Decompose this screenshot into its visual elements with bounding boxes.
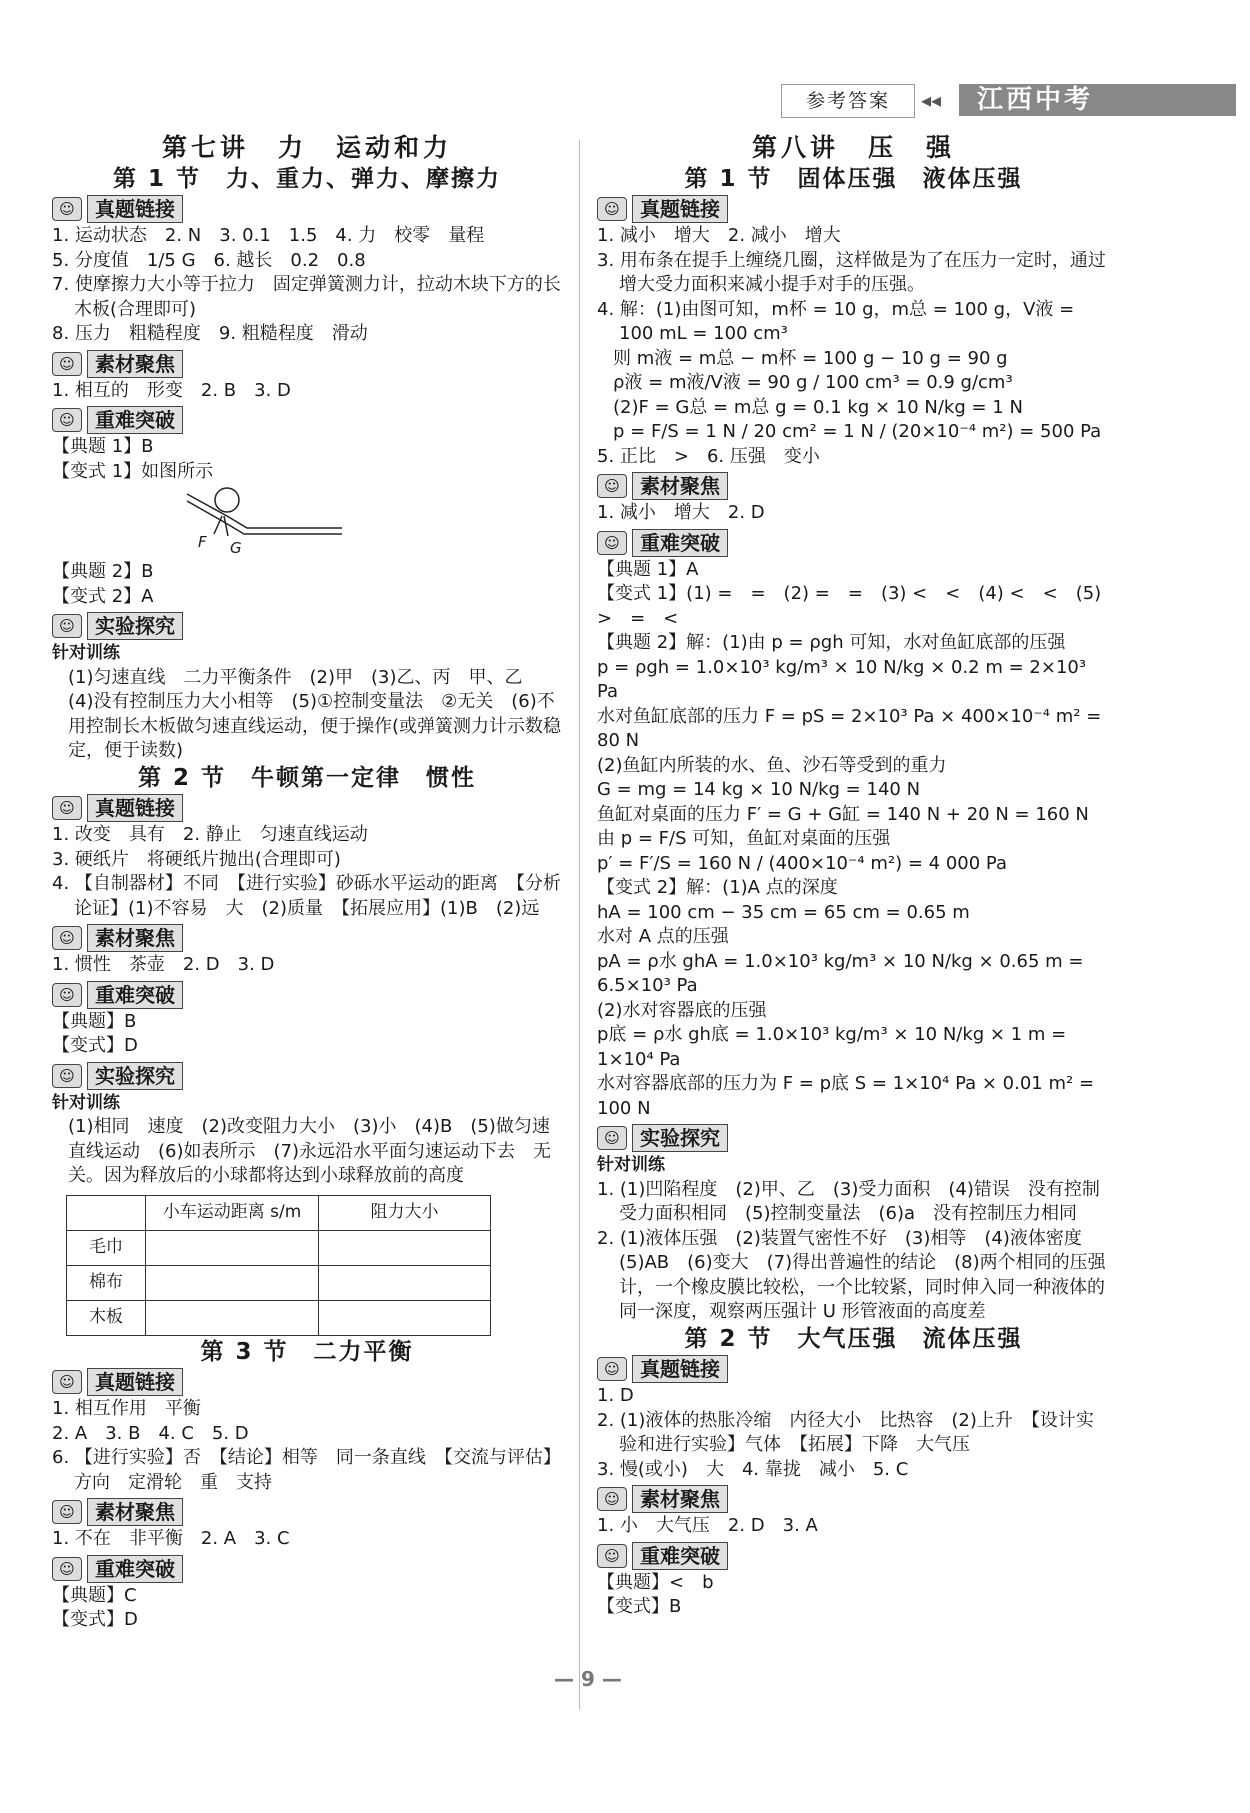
book-icon: ☺ (597, 531, 627, 555)
lecture-title: 第八讲 压 强 (751, 133, 955, 162)
answer-line: 【变式 1】(1) = = (2) = = (3) < < (4) < < (5) > = < (597, 583, 1102, 629)
training-heading: 针对训练 (597, 1155, 665, 1175)
book-icon: ☺ (597, 1357, 627, 1381)
force-g-label: G (230, 539, 242, 557)
answer-line: 【典题 1】A (597, 558, 699, 580)
answer-line: ρ液 = m液/V液 = 90 g / 100 cm³ = 0.9 g/cm³ (613, 372, 1013, 393)
answer-line: 2. (1)液体的热胀冷缩 内径大小 比热容 (2)上升 【设计实验和进行实验】气体 【拓展】下降 大气压 (597, 1409, 1094, 1455)
answer-line: 2. (1)液体压强 (2)装置气密性不好 (3)相等 (4)液体密度 (5)AB (6)变大 (7)得出普遍性的结论 (8)两个相同的压强计，一个橡皮膜比较松，一个比较紧，同时伸入同一种液体的同一深度，观察两压强计 U 形管液面的高度差 (597, 1227, 1106, 1322)
subsection-header: ☺ 素材聚焦 (52, 350, 562, 378)
answer-line: 1. 改变 具有 2. 静止 匀速直线运动 (52, 824, 368, 845)
answer-line: p = F/S = 1 N / 20 cm² = 1 N / (20×10⁻⁴ m²) = 500 Pa (613, 421, 1102, 442)
answer-line: pA = ρ水 ghA = 1.0×10³ kg/m³ × 10 N/kg × 0.65 m = 6.5×10³ Pa (597, 950, 1084, 996)
book-icon: ☺ (597, 1544, 627, 1568)
answer-line: (2)水对容器底的压强 (597, 999, 767, 1021)
table-row (67, 1265, 491, 1300)
answer-line: 1. 不在 非平衡 2. A 3. C (52, 1528, 290, 1549)
book-icon: ☺ (52, 1557, 82, 1581)
answer-line: 【典题 2】B (52, 561, 154, 582)
answer-line: 【变式 2】解：(1)A 点的深度 (597, 877, 838, 898)
subsection-header: ☺ 实验探究 (52, 1062, 562, 1090)
answer-line: G = mg = 14 kg × 10 N/kg = 140 N (597, 779, 921, 800)
answer-line: 1. 相互作用 平衡 (52, 1398, 201, 1419)
answer-line: 【典题】B (52, 1010, 137, 1032)
subsection-header: ☺ 真题链接 (52, 794, 562, 822)
book-icon: ☺ (52, 983, 82, 1007)
training-heading: 针对训练 (52, 643, 120, 663)
table-cell (319, 1300, 491, 1335)
answer-line: 水对容器底部的压力为 F = p底 S = 1×10⁴ Pa × 0.01 m² = 100 N (597, 1073, 1095, 1119)
answer-table (66, 1195, 491, 1336)
answer-line: 5. 分度值 1/5 G 6. 越长 0.2 0.8 (52, 249, 366, 271)
answer-line: 2. A 3. B 4. C 5. D (52, 1422, 249, 1444)
section-title: 第 2 节 大气压强 流体压强 (684, 1325, 1023, 1352)
subsection-header: ☺ 真题链接 (52, 1368, 562, 1396)
table-cell: 棉布 (67, 1265, 146, 1300)
answer-line: 3. 用布条在提手上缠绕几圈，这样做是为了在压力一定时，通过增大受力面积来减小提手对手的压强。 (597, 249, 1106, 295)
subsection-header: ☺ 素材聚焦 (52, 924, 562, 952)
book-icon: ☺ (52, 1500, 82, 1524)
book-icon: ☺ (52, 796, 82, 820)
reference-answer-label: 参考答案 (781, 84, 915, 118)
answer-line: 水对 A 点的压强 (597, 926, 729, 947)
arrow-icon: ◂◂ (921, 88, 942, 112)
answer-line: 【变式 1】如图所示 (52, 460, 214, 482)
answer-line: 1. 减小 增大 2. 减小 增大 (597, 225, 841, 246)
table-header-cell: 小车运动距离 s/m (146, 1195, 319, 1230)
answer-line: p底 = ρ水 gh底 = 1.0×10³ kg/m³ × 10 N/kg × 1 m = 1×10⁴ Pa (597, 1024, 1067, 1070)
table-cell: 木板 (67, 1300, 146, 1335)
subsection-header: ☺ 真题链接 (597, 1355, 1110, 1383)
subsection-header: ☺ 重难突破 (52, 406, 562, 434)
answer-line: 1. (1)凹陷程度 (2)甲、乙 (3)受力面积 (4)错误 没有控制受力面积相同 (5)控制变量法 (6)a 没有控制压力相同 (597, 1178, 1100, 1224)
answer-line: 1. 运动状态 2. N 3. 0.1 1.5 4. 力 校零 量程 (52, 225, 485, 246)
answer-line: 7. 使摩擦力大小等于拉力 固定弹簧测力计，拉动木块下方的长木板(合理即可) (52, 274, 561, 320)
table-header-cell (67, 1195, 146, 1230)
book-icon: ☺ (597, 1487, 627, 1511)
section-title: 第 3 节 二力平衡 (200, 1338, 414, 1365)
subsection-header: ☺ 真题链接 (597, 195, 1110, 223)
subsection-header: ☺ 真题链接 (52, 195, 562, 223)
book-icon: ☺ (597, 197, 627, 221)
answer-line: (2)F = G总 = m总 g = 0.1 kg × 10 N/kg = 1 N (613, 396, 1023, 418)
page-number: — 9 — (554, 1667, 622, 1691)
book-icon: ☺ (597, 474, 627, 498)
table-header-cell: 阻力大小 (319, 1195, 491, 1230)
table-cell (146, 1265, 319, 1300)
book-icon: ☺ (52, 352, 82, 376)
answer-line: 1. 相互的 形变 2. B 3. D (52, 379, 291, 401)
answer-line: 【典题 2】解：(1)由 p = ρgh 可知，水对鱼缸底部的压强 (597, 632, 1066, 653)
force-f-label: F (198, 533, 207, 551)
table-cell (146, 1300, 319, 1335)
answer-line: 【变式】D (52, 1609, 138, 1630)
answer-line: 1. D (597, 1385, 634, 1406)
column-divider (579, 140, 580, 1710)
section-title: 第 1 节 固体压强 液体压强 (684, 165, 1023, 192)
answer-line: 水对鱼缸底部的压力 F = pS = 2×10³ Pa × 400×10⁻⁴ m² = 80 N (597, 705, 1102, 751)
table-row (67, 1300, 491, 1335)
answer-line: 3. 慢(或小) 大 4. 靠拢 减小 5. C (597, 1458, 909, 1480)
answer-line: 【变式】B (597, 1596, 682, 1617)
book-icon: ☺ (52, 197, 82, 221)
subsection-header: ☺ 素材聚焦 (597, 472, 1110, 500)
right-column (597, 130, 1110, 1620)
subsection-header: ☺ 重难突破 (52, 1555, 562, 1583)
answer-line: 【变式 2】A (52, 585, 154, 607)
answer-line: 4. 【自制器材】不同 【进行实验】砂砾水平运动的距离 【分析论证】(1)不容易 大 (2)质量 【拓展应用】(1)B (2)远 (52, 873, 561, 919)
answer-line: 【变式】D (52, 1035, 138, 1056)
answer-line: 【典题】C (52, 1584, 137, 1606)
table-header-row (67, 1195, 491, 1230)
answer-line: hA = 100 cm − 35 cm = 65 cm = 0.65 m (597, 901, 970, 923)
table-cell (319, 1265, 491, 1300)
subsection-header: ☺ 重难突破 (52, 981, 562, 1009)
brand-banner: 江西中考 (959, 84, 1236, 116)
answer-line: 【典题 1】B (52, 436, 154, 457)
subsection-header: ☺ 素材聚焦 (52, 1498, 562, 1526)
answer-line: 4. 解：(1)由图可知，m杯 = 10 g，m总 = 100 g，V液 = 100 mL = 100 cm³ (597, 298, 1075, 344)
answer-line: 3. 硬纸片 将硬纸片抛出(合理即可) (52, 848, 341, 870)
table-cell (319, 1230, 491, 1265)
answer-line: (1)相同 速度 (2)改变阻力大小 (3)小 (4)B (5)做匀速直线运动 (6)如表所示 (7)永远沿水平面匀速运动下去 无关。因为释放后的小球都将达到小球释放前的高度 (68, 1116, 551, 1186)
answer-line: 1. 减小 增大 2. D (597, 502, 765, 523)
answer-line: 6. 【进行实验】否 【结论】相等 同一条直线 【交流与评估】方向 定滑轮 重 支持 (52, 1447, 561, 1493)
section-title: 第 2 节 牛顿第一定律 惯性 (137, 764, 477, 791)
training-heading: 针对训练 (52, 1092, 120, 1113)
table-cell: 毛巾 (67, 1230, 146, 1265)
table-cell (146, 1230, 319, 1265)
subsection-header: ☺ 实验探究 (597, 1124, 1110, 1152)
table-row (67, 1230, 491, 1265)
book-icon: ☺ (597, 1126, 627, 1150)
left-column (52, 130, 562, 1633)
lecture-title: 第七讲 力 运动和力 (161, 133, 452, 162)
incline-force-diagram (52, 486, 562, 558)
subsection-header: ☺ 重难突破 (597, 529, 1110, 557)
answer-line: 1. 小 大气压 2. D 3. A (597, 1515, 818, 1536)
page-header (781, 84, 1236, 116)
book-icon: ☺ (52, 926, 82, 950)
answer-line: 鱼缸对桌面的压力 F′ = G + G缸 = 140 N + 20 N = 160 N (597, 803, 1089, 825)
answer-line: 则 m液 = m总 − m杯 = 100 g − 10 g = 90 g (613, 347, 1008, 369)
answer-line: (1)匀速直线 二力平衡条件 (2)甲 (3)乙、丙 甲、乙 (4)没有控制压力大小相等 (5)①控制变量法 ②无关 (6)不用控制长木板做匀速直线运动，便于操作(或弹簧测力计示数稳定，便于读数) (68, 666, 562, 761)
book-icon: ☺ (52, 614, 82, 638)
answer-line: 1. 惯性 茶壶 2. D 3. D (52, 954, 275, 975)
answer-line: 【典题】< b (597, 1571, 714, 1593)
subsection-header: ☺ 素材聚焦 (597, 1485, 1110, 1513)
answer-line: (2)鱼缸内所装的水、鱼、沙石等受到的重力 (597, 754, 947, 776)
book-icon: ☺ (52, 1064, 82, 1088)
answer-line: p′ = F′/S = 160 N / (400×10⁻⁴ m²) = 4 000 Pa (597, 852, 1007, 874)
answer-line: 8. 压力 粗糙程度 9. 粗糙程度 滑动 (52, 323, 368, 344)
answer-line: p = ρgh = 1.0×10³ kg/m³ × 10 N/kg × 0.2 m = 2×10³ Pa (597, 656, 1087, 702)
book-icon: ☺ (52, 408, 82, 432)
book-icon: ☺ (52, 1370, 82, 1394)
section-title: 第 1 节 力、重力、弹力、摩擦力 (112, 165, 502, 192)
subsection-header: ☺ 实验探究 (52, 612, 562, 640)
answer-line: 由 p = F/S 可知，鱼缸对桌面的压强 (597, 828, 891, 849)
answer-line: 5. 正比 > 6. 压强 变小 (597, 445, 820, 467)
subsection-header: ☺ 重难突破 (597, 1542, 1110, 1570)
